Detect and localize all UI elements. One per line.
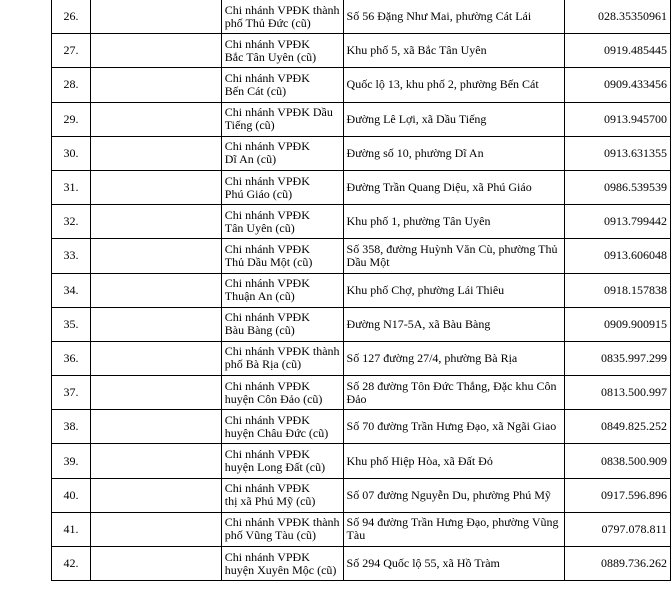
branch-name-line2: huyện Châu Đức (cũ) [224,425,329,440]
branch-name-line2: phố Vũng Tàu (cũ) [224,528,316,543]
branch-name-line1: Chi nhánh VPĐK [224,447,310,462]
empty-cell [91,512,222,546]
branch-address: Quốc lộ 13, khu phố 2, phường Bến Cát [343,68,565,102]
branch-name-line1: Chi nhánh VPĐK [224,549,310,564]
branch-phone: 0913.606048 [565,239,671,273]
empty-cell [91,0,222,34]
branch-name-line2: huyện Côn Đảo (cũ) [224,391,323,406]
row-number: 29. [52,102,91,136]
branch-name-line2: Thủ Dầu Một (cũ) [224,254,313,269]
branch-name [221,239,343,273]
branch-name-line2: phố Bà Rịa (cũ) [224,357,302,372]
branch-name [221,341,343,375]
table-row [52,547,671,581]
empty-cell [91,68,222,102]
branch-address: Số 294 Quốc lộ 55, xã Hồ Tràm [343,547,565,581]
branch-address: Khu phố 1, phường Tân Uyên [343,205,565,239]
empty-cell [91,102,222,136]
branch-name-line2: Phú Giáo (cũ) [224,186,293,201]
table-row [52,239,671,273]
row-number: 28. [52,68,91,102]
branch-name-line2: huyện Xuyên Mộc (cũ) [224,562,337,577]
row-number: 33. [52,239,91,273]
table-row [52,136,671,170]
branch-phone: 0986.539539 [565,170,671,204]
empty-cell [91,205,222,239]
branch-name-line1: Chi nhánh VPĐK thành [224,2,340,17]
row-number: 39. [52,444,91,478]
branch-name-line1: Chi nhánh VPĐK [224,36,310,51]
table-row [52,512,671,546]
branch-name-line1: Chi nhánh VPĐK [224,378,310,393]
empty-cell [91,136,222,170]
branch-name [221,68,343,102]
branch-phone: 0913.631355 [565,136,671,170]
branch-name-line2: Tân Uyên (cũ) [224,220,295,235]
branch-name [221,547,343,581]
empty-cell [91,547,222,581]
branch-name [221,205,343,239]
branch-address: Số 56 Đặng Như Mai, phường Cát Lái [343,0,565,34]
branch-name [221,170,343,204]
branch-office-table [51,0,671,581]
row-number: 35. [52,307,91,341]
branch-name-line1: Chi nhánh VPĐK [224,173,310,188]
branch-phone: 0909.900915 [565,307,671,341]
row-number: 42. [52,547,91,581]
table-row [52,0,671,34]
branch-name-line2: thị xã Phú Mỹ (cũ) [224,494,316,509]
row-number: 38. [52,410,91,444]
branch-name [221,410,343,444]
row-number: 32. [52,205,91,239]
branch-name-line1: Chi nhánh VPĐK [224,241,310,256]
row-number: 26. [52,0,91,34]
empty-cell [91,170,222,204]
table-row [52,376,671,410]
table-row [52,68,671,102]
branch-name-line2: phố Thủ Đức (cũ) [224,15,311,30]
branch-name [221,102,343,136]
branch-phone: 0838.500.909 [565,444,671,478]
empty-cell [91,410,222,444]
branch-address: Số 07 đường Nguyễn Du, phường Phú Mỹ [343,478,565,512]
branch-name [221,512,343,546]
branch-address: Đường Trần Quang Diệu, xã Phú Giáo [343,170,565,204]
branch-address: Số 358, đường Huỳnh Văn Cù, phường Thủ Dầu Một [343,239,565,273]
table-row [52,341,671,375]
branch-name [221,273,343,307]
branch-name-line2: Bàu Bàng (cũ) [224,323,295,338]
table-body [52,0,671,581]
branch-name-line1: Chi nhánh VPĐK [224,207,310,222]
branch-address: Đường số 10, phường Dĩ An [343,136,565,170]
branch-name [221,307,343,341]
table-row [52,307,671,341]
row-number: 34. [52,273,91,307]
branch-name-line2: Bắc Tân Uyên (cũ) [224,49,317,64]
branch-phone: 0909.433456 [565,68,671,102]
row-number: 27. [52,34,91,68]
table-row [52,170,671,204]
table-row [52,205,671,239]
branch-phone: 0813.500.997 [565,376,671,410]
branch-name-line2: Dĩ An (cũ) [224,152,277,167]
branch-address: Đường Lê Lợi, xã Dầu Tiếng [343,102,565,136]
row-number: 40. [52,478,91,512]
branch-name [221,376,343,410]
empty-cell [91,444,222,478]
branch-phone: 028.35350961 [565,0,671,34]
empty-cell [91,273,222,307]
row-number: 36. [52,341,91,375]
empty-cell [91,376,222,410]
branch-name [221,136,343,170]
branch-address: Khu phố 5, xã Bắc Tân Uyên [343,34,565,68]
branch-name-line1: Chi nhánh VPĐK [224,481,310,496]
branch-name-line2: huyện Long Đất (cũ) [224,460,326,475]
branch-phone: 0797.078.811 [565,512,671,546]
branch-phone: 0918.157838 [565,273,671,307]
branch-address: Đường N17-5A, xã Bàu Bàng [343,307,565,341]
branch-name-line1: Chi nhánh VPĐK [224,412,310,427]
branch-name [221,478,343,512]
branch-name-line1: Chi nhánh VPĐK thành [224,515,340,530]
branch-address: Số 127 đường 27/4, phường Bà Rịa [343,341,565,375]
branch-address: Số 94 đường Trần Hưng Đạo, phường Vũng Tàu [343,512,565,546]
branch-phone: 0919.485445 [565,34,671,68]
empty-cell [91,307,222,341]
table-row [52,102,671,136]
branch-address: Số 70 đường Trần Hưng Đạo, xã Ngãi Giao [343,410,565,444]
branch-phone: 0913.799442 [565,205,671,239]
branch-name-line1: Chi nhánh VPĐK Dầu [224,105,333,120]
table-row [52,273,671,307]
branch-phone: 0889.736.262 [565,547,671,581]
branch-name-line1: Chi nhánh VPĐK [224,139,310,154]
branch-name-line1: Chi nhánh VPĐK [224,70,310,85]
branch-phone: 0835.997.299 [565,341,671,375]
table-row [52,34,671,68]
row-number: 37. [52,376,91,410]
row-number: 30. [52,136,91,170]
branch-address: Khu phố Hiệp Hòa, xã Đất Đỏ [343,444,565,478]
branch-phone: 0917.596.896 [565,478,671,512]
table-row [52,410,671,444]
branch-name-line1: Chi nhánh VPĐK [224,276,310,291]
branch-name-line2: Thuận An (cũ) [224,289,295,304]
branch-phone: 0849.825.252 [565,410,671,444]
row-number: 41. [52,512,91,546]
table-row [52,444,671,478]
row-number: 31. [52,170,91,204]
branch-name [221,0,343,34]
empty-cell [91,478,222,512]
empty-cell [91,34,222,68]
branch-address: Khu phố Chợ, phường Lái Thiêu [343,273,565,307]
table-row [52,478,671,512]
empty-cell [91,341,222,375]
empty-cell [91,239,222,273]
branch-address: Số 28 đường Tôn Đức Thắng, Đặc khu Côn Đảo [343,376,565,410]
branch-phone: 0913.945700 [565,102,671,136]
branch-name-line2: Tiếng (cũ) [224,118,275,133]
branch-name-line1: Chi nhánh VPĐK thành [224,344,340,359]
branch-name-line1: Chi nhánh VPĐK [224,310,310,325]
branch-name [221,34,343,68]
branch-name [221,444,343,478]
branch-name-line2: Bến Cát (cũ) [224,83,287,98]
